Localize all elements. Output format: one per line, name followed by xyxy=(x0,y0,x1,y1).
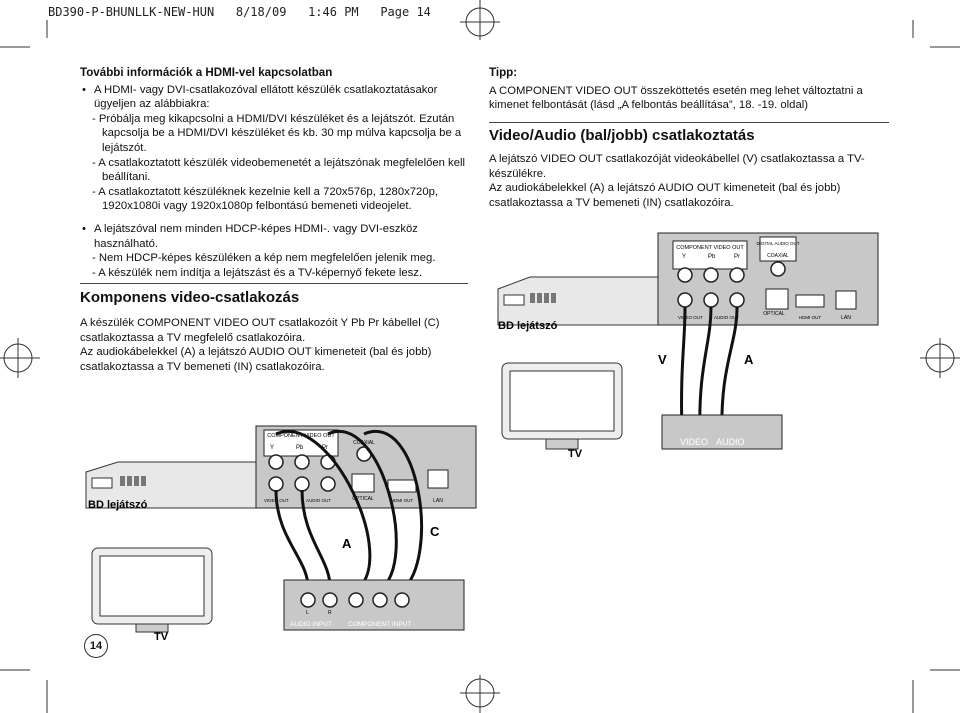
paragraph: Az audiokábelekkel (A) a lejátszó AUDIO OUT kimeneteit (bal és jobb) csatlakoztassa a TV bemeneti (IN) csatlakozóira. xyxy=(80,346,432,373)
print-header: BD390-P-BHUNLLK-NEW-HUN 8/18/09 1:46 PM Page 14 xyxy=(48,5,431,19)
dash-item: - A csatlakoztatott készüléknek kezelnie kell a 720x576p, 1280x720p, 1920x1080i vagy 1920x1080p felbontású bemeneti videojelet. xyxy=(92,185,439,213)
hdmi-out-label: HDMI OUT xyxy=(390,498,414,503)
audio-out-label: AUDIO OUT xyxy=(306,498,332,503)
section-title: További információk a HDMI-vel kapcsolatban xyxy=(80,66,333,79)
pb-label: Pb xyxy=(296,445,304,451)
component-diagram xyxy=(80,420,500,660)
bd-player-label: BD lejátszó xyxy=(88,499,148,511)
coaxial-label: COAXIAL xyxy=(353,440,375,446)
tip-text: A COMPONENT VIDEO OUT összeköttetés esetén meg lehet változtatni a kimenet felbontását (lásd „A felbontás beállítása”, 18. -19. oldal) xyxy=(489,84,863,112)
bullet-item: • A HDMI- vagy DVI-csatlakozóval ellátott készülék csatlakoztatásakor ügyeljen az alábbiakra: xyxy=(80,83,470,112)
label-a: A xyxy=(744,352,754,367)
label-v: V xyxy=(658,352,667,367)
audio-input-label: AUDIO INPUT xyxy=(290,621,332,628)
paragraph: Az audiokábelekkel (A) a lejátszó AUDIO OUT kimeneteit (bal és jobb) csatlakoztassa a TV bemeneti (IN) csatlakozóira. xyxy=(489,182,841,209)
component-text xyxy=(80,316,470,374)
tv-audio-label: AUDIO xyxy=(716,437,745,447)
component-video-out-label: COMPONENT VIDEO OUT xyxy=(267,433,335,439)
optical-label: OPTICAL xyxy=(352,496,374,502)
paragraph: A készülék COMPONENT VIDEO OUT csatlakozóit Y Pb Pr kábellel (C) csatlakoztassa a TV megfelelő csatlakozóira. xyxy=(80,317,440,344)
hdmi-info-block xyxy=(80,66,470,280)
video-out-label: VIDEO OUT xyxy=(264,498,289,503)
section-divider xyxy=(489,122,889,123)
r-label: R xyxy=(328,610,332,616)
component-input-label: COMPONENT INPUT xyxy=(348,621,412,628)
hdmi-out-label: HDMI OUT xyxy=(798,315,822,320)
lan-label: LAN xyxy=(841,315,851,321)
tv-video-label: VIDEO xyxy=(680,437,709,447)
section-divider xyxy=(80,283,468,284)
dash-item: - Nem HDCP-képes készüléken a kép nem megfelelően jelenik meg. xyxy=(92,252,436,265)
y-label: Y xyxy=(270,445,275,451)
component-video-out-label: COMPONENT VIDEO OUT xyxy=(676,245,744,251)
l-label: L xyxy=(306,610,309,616)
bd-player-label: BD lejátszó xyxy=(498,320,558,332)
pb-label: Pb xyxy=(708,254,716,260)
audio-out-label: AUDIO OUT xyxy=(714,315,740,320)
tip-block xyxy=(489,66,889,113)
coaxial-label: COAXIAL xyxy=(767,253,789,259)
tv-label: TV xyxy=(154,631,169,643)
bullet-item: • A lejátszóval nem minden HDCP-képes HDMI-. vagy DVI-eszköz használható. xyxy=(80,222,470,251)
pr-label: Pr xyxy=(734,254,740,260)
video-audio-heading: Video/Audio (bal/jobb) csatlakoztatás xyxy=(489,127,755,144)
page-number: 14 xyxy=(84,634,108,658)
component-heading: Komponens video-csatlakozás xyxy=(80,289,300,306)
dash-item: - Próbálja meg kikapcsolni a HDMI/DVI készüléket és a lejátszót. Ezután kapcsolja be a HDMI/DVI készüléket és kb. 30 mp múlva kapcsolja be a lejátszót. xyxy=(92,112,462,154)
dash-item: - A csatlakoztatott készülék videobemenetét a lejátszónak megfelelően kell beállítani. xyxy=(92,156,466,184)
label-c: C xyxy=(430,524,440,539)
tv-label: TV xyxy=(568,448,583,460)
video-audio-text xyxy=(489,152,889,210)
pr-label: Pr xyxy=(322,445,328,451)
label-a: A xyxy=(342,536,352,551)
lan-label: LAN xyxy=(433,498,443,504)
tip-title: Tipp: xyxy=(489,66,518,79)
digital-audio-out-label: DIGITAL AUDIO OUT xyxy=(756,241,800,246)
paragraph: A lejátszó VIDEO OUT csatlakozóját videokábellel (V) csatlakoztassa a TV-készülékre. xyxy=(489,153,865,180)
video-out-label: VIDEO OUT xyxy=(678,315,703,320)
video-audio-diagram xyxy=(490,225,890,465)
optical-label: OPTICAL xyxy=(763,311,785,317)
dash-item: - A készülék nem indítja a lejátszást és a TV-képernyő fekete lesz. xyxy=(92,266,423,279)
y-label: Y xyxy=(682,254,687,260)
